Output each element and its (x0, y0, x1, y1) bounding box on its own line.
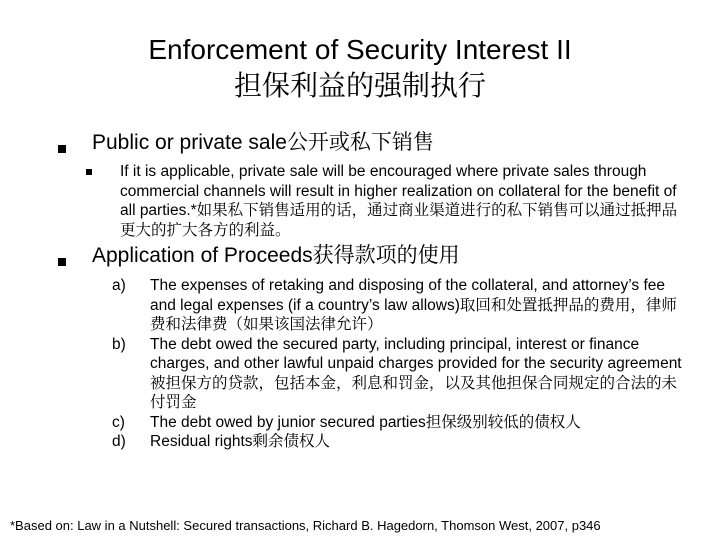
footnote-citation: *Based on: Law in a Nutshell: Secured transactions, Richard B. Hagedorn, Thomson West, 2007, p346 (10, 518, 601, 533)
list-marker: b) (112, 335, 126, 353)
list-item (112, 413, 682, 433)
list-item-text: The debt owed by junior secured parties担保级别较低的债权人 (150, 413, 581, 431)
list-item (112, 276, 682, 335)
list-item (112, 432, 682, 452)
list-marker: c) (112, 413, 125, 431)
list-item-text: The expenses of retaking and disposing of the collateral, and attorney’s fee and legal expenses (if a country’s law allows)取回和处置抵押品的费用，律师费和法律费（如果该国法律允许） (150, 277, 677, 333)
list-marker: d) (112, 433, 126, 450)
list-item-text: Residual rights剩余债权人 (150, 433, 331, 450)
list-item (112, 335, 682, 413)
sub-bullet-private-sale-text: If it is applicable, private sale will be encouraged where private sales through commercial channels will result in higher realization on collateral for the benefit of all parties.*如果私下销售适用的话，通过商业渠道进行的私下销售可以通过抵押品更大的扩大各方的利益。 (120, 163, 678, 239)
bullet-square-icon (58, 145, 66, 153)
list-item-text: The debt owed the secured party, including principal, interest or finance charges, and other lawful unpaid charges provided for the security agreement被担保方的贷款，包括本金，利息和罚金，以及其他担保合同规定的合法的未付罚金 (150, 335, 682, 411)
proceeds-list (112, 276, 682, 452)
sub-bullet-square-icon (86, 169, 92, 175)
bullet-application-of-proceeds: Application of Proceeds获得款项的使用 (92, 244, 460, 267)
bullet-square-icon (58, 258, 66, 266)
title-english: Enforcement of Security Interest II (148, 34, 572, 65)
bullet-public-private-sale: Public or private sale公开或私下销售 (92, 131, 434, 154)
title-chinese: 担保利益的强制执行 (233, 70, 486, 101)
list-marker: a) (112, 277, 126, 294)
slide-title (0, 32, 720, 104)
